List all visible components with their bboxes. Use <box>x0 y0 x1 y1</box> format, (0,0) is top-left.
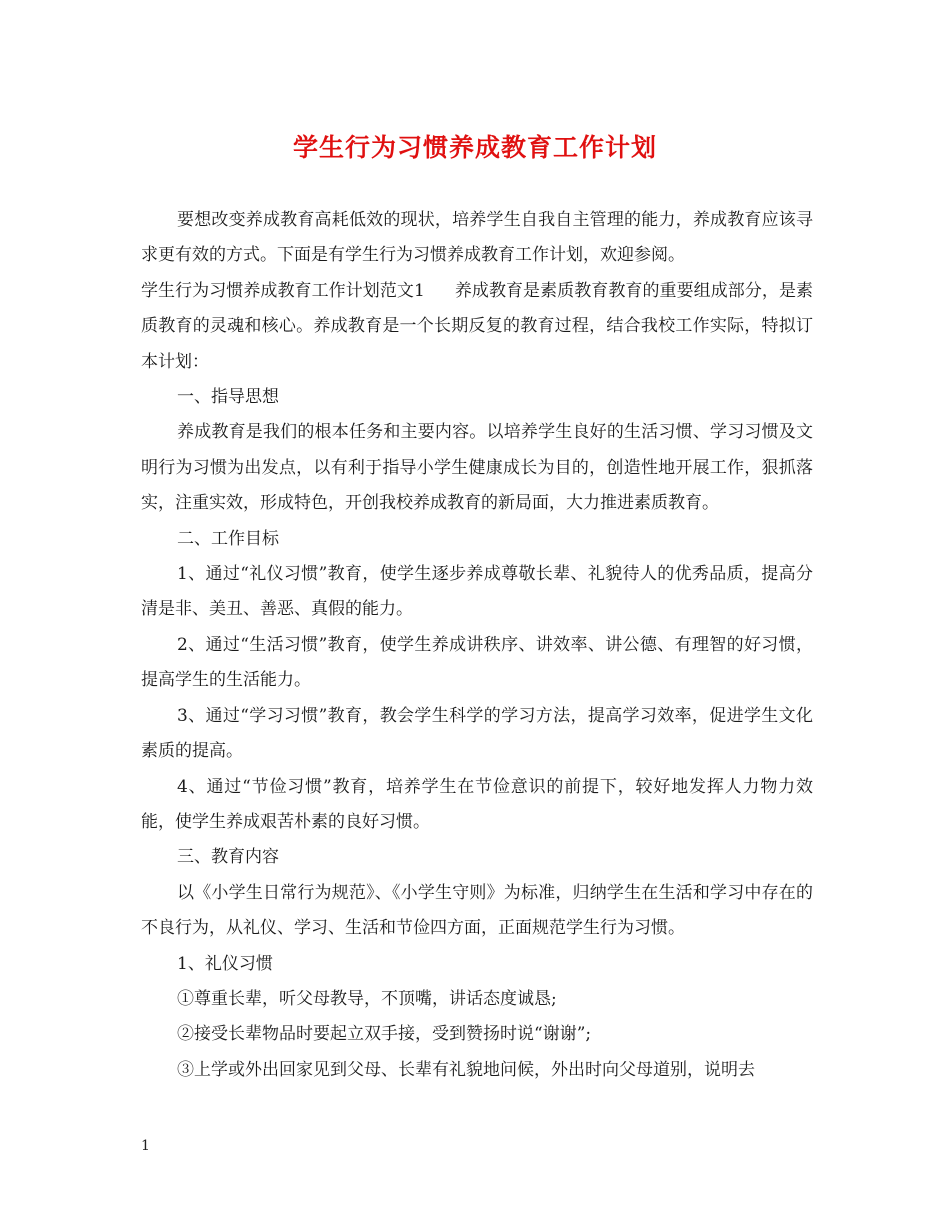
section-heading-work-goals: 二、工作目标 <box>177 528 279 549</box>
subheading-etiquette-habits: 1、礼仪习惯 <box>177 953 273 974</box>
paragraph-guiding-ideology: 养成教育是我们的根本任务和主要内容。以培养学生良好的生活习惯、学习习惯及文明行为习惯为出发点，以有利于指导小学生健康成长为目的，创造性地开展工作，狠抓落实，注重实效，形成特色，开创我校养成教育的新局面，大力推进素质教育。 <box>141 422 813 514</box>
etiquette-item-1: ①尊重长辈，听父母教导，不顶嘴，讲话态度诚恳; <box>177 988 557 1009</box>
document-body <box>141 203 813 1088</box>
sample-text: 养成教育是素质教育教育的重要组成部分，是素质教育的灵魂和核心。养成教育是一个长期反复的教育过程，结合我校工作实际，特拟订本计划： <box>141 280 813 372</box>
page-number: 1 <box>141 1138 150 1154</box>
paragraph-sample-heading <box>141 274 813 380</box>
paragraph-education-content: 以《小学生日常行为规范》、《小学生守则》为标准，归纳学生在生活和学习中存在的不良行为，从礼仪、学习、生活和节俭四方面，正面规范学生行为习惯。 <box>141 882 813 939</box>
goal-item-3: 3、通过“学习习惯”教育，教会学生科学的学习方法，提高学习效率，促进学生文化素质的提高。 <box>141 705 813 762</box>
etiquette-item-3: ③上学或外出回家见到父母、长辈有礼貌地问候，外出时向父母道别，说明去 <box>177 1059 755 1080</box>
section-heading-education-content: 三、教育内容 <box>177 847 279 868</box>
goal-item-2: 2、通过“生活习惯”教育，使学生养成讲秩序、讲效率、讲公德、有理智的好习惯，提高学生的生活能力。 <box>141 634 813 691</box>
etiquette-item-2: ②接受长辈物品时要起立双手接，受到赞扬时说“谢谢”; <box>177 1024 592 1045</box>
goal-item-4: 4、通过“节俭习惯”教育，培养学生在节俭意识的前提下，较好地发挥人力物力效能，使学生养成艰苦朴素的良好习惯。 <box>141 776 813 832</box>
paragraph-intro: 要想改变养成教育高耗低效的现状，培养学生自我自主管理的能力，养成教育应该寻求更有效的方式。下面是有学生行为习惯养成教育工作计划，欢迎参阅。 <box>141 210 813 266</box>
goal-item-1: 1、通过“礼仪习惯”教育，使学生逐步养成尊敬长辈、礼貌待人的优秀品质，提高分清是非、美丑、善恶、真假的能力。 <box>141 564 813 620</box>
document-title: 学生行为习惯养成教育工作计划 <box>292 133 657 162</box>
sample-label: 学生行为习惯养成教育工作计划范文1 <box>141 280 425 301</box>
section-heading-guiding-ideology: 一、指导思想 <box>177 387 279 408</box>
